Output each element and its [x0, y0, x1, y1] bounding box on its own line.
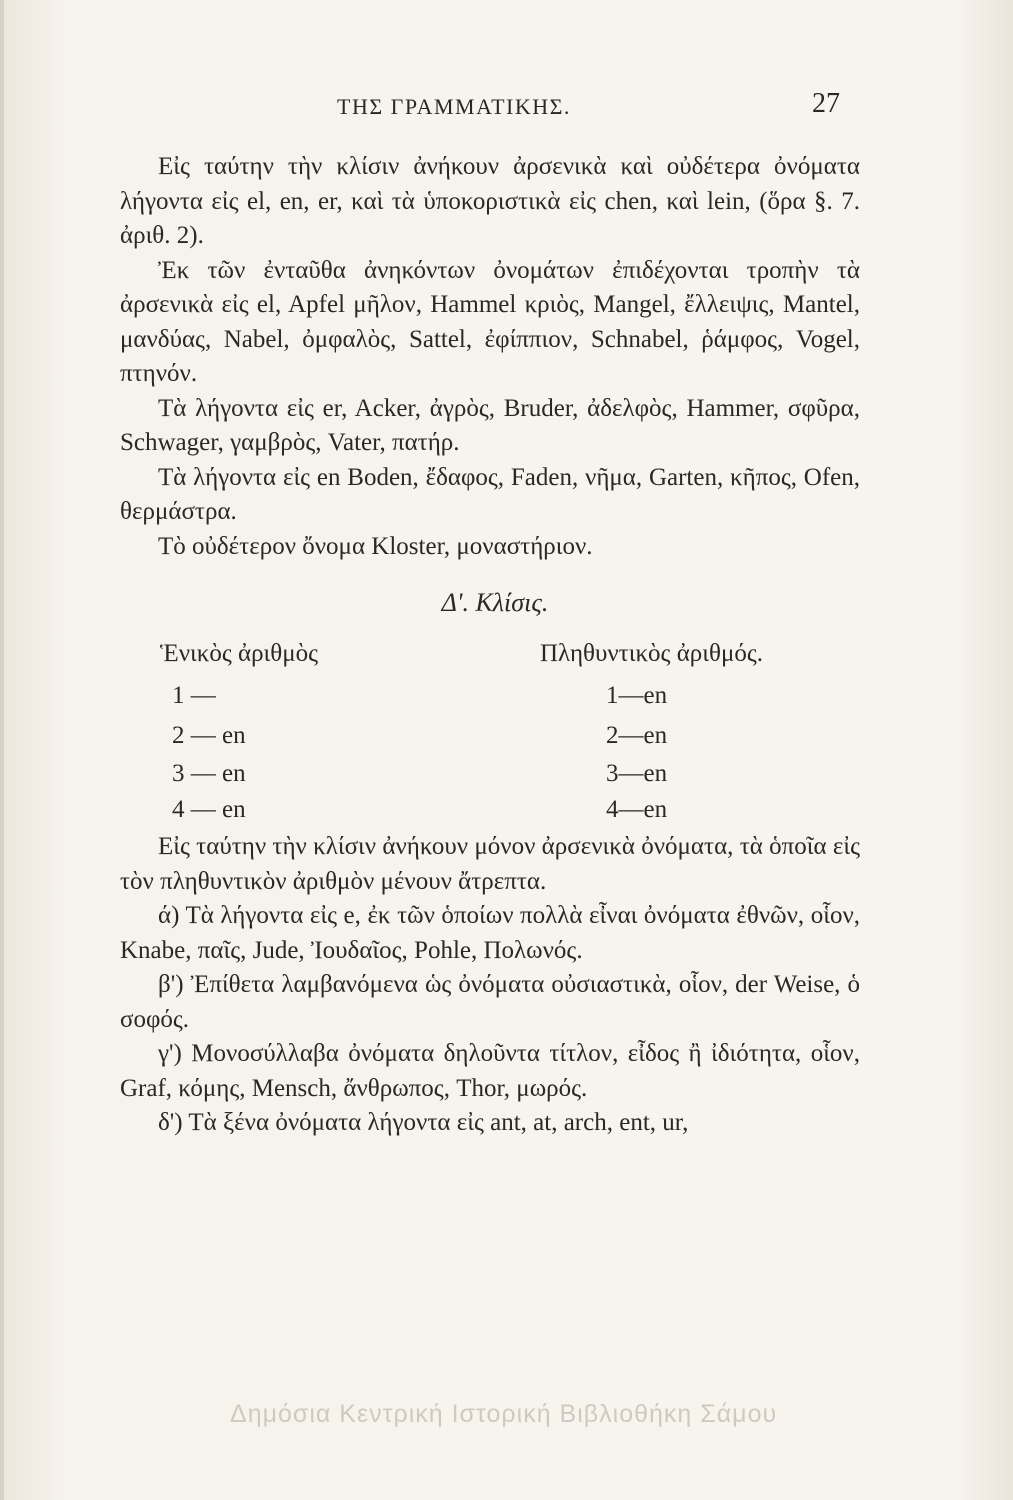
paragraph: Εἰς ταύτην τὴν κλίσιν ἀνήκουν ἀρσενικὰ καὶ οὐδέτερα ὀνόματα λήγοντα εἰς el, en, er, καὶ τὰ ὑποκοριστικὰ εἰς chen, καὶ lein, (ὅρα §. 7. ἀριθ. 2).: [120, 153, 860, 249]
paragraph: β') Ἐπίθετα λαμβανόμενα ὡς ὀνόματα οὐσιαστικὰ, οἷον, der Weise, ὁ σοφός.: [120, 971, 860, 1033]
paragraph: ά) Τὰ λήγοντα εἰς e, ἐκ τῶν ὁποίων πολλὰ εἶναι ὀνόματα ἐθνῶν, οἷον, Knabe, παῖς, Jude, Ἰουδαῖος, Pohle, Πολωνός.: [120, 902, 860, 964]
singular-cell: 3 — en: [172, 760, 246, 787]
library-watermark: Δημόσια Κεντρική Ιστορική Βιβλιοθήκη Σάμου: [230, 1400, 778, 1428]
section-heading: Δ'. Κλίσις.: [441, 588, 549, 617]
paragraph: Εἰς ταύτην τὴν κλίσιν ἀνήκουν μόνον ἀρσενικὰ ὀνόματα, τὰ ὁποῖα εἰς τὸν πληθυντικὸν ἀριθμὸν μένουν ἄτρεπτα.: [120, 833, 860, 895]
body-text: [120, 150, 860, 1141]
paragraph: γ') Μονοσύλλαβα ὀνόματα δηλοῦντα τίτλον, εἶδος ἢ ἰδιότητα, οἷον, Graf, κόμης, Mensch, ἄνθρωπος, Thor, μωρός.: [120, 1040, 860, 1102]
paragraph: Τὰ λήγοντα εἰς er, Acker, ἀγρὸς, Bruder, ἀδελφὸς, Hammer, σφῦρα, Schwager, γαμβρὸς, Vater, πατήρ.: [120, 394, 860, 456]
page-number: 27: [812, 88, 840, 119]
plural-header: Πληθυντικὸς ἀριθμός.: [540, 640, 764, 667]
plural-cell: 2—en: [606, 722, 668, 749]
declension-table: [120, 640, 860, 830]
plural-cell: 3—en: [606, 760, 668, 787]
running-head: ΤΗΣ ΓΡΑΜΜΑΤΙΚΗΣ.: [337, 94, 571, 119]
singular-cell: 4 — en: [172, 796, 246, 823]
plural-cell: 4—en: [606, 796, 668, 823]
singular-header: Ἑνικὸς ἀριθμὸς: [160, 640, 319, 667]
paragraph: Ἐκ τῶν ἐνταῦθα ἀνηκόντων ὀνομάτων ἐπιδέχονται τροπὴν τὰ ἀρσενικὰ εἰς el, Apfel μῆλον, Hammel κριὸς, Mangel, ἔλλειψις, Mantel, μανδύας, Nabel, ὀμφαλὸς, Sattel, ἐφίππιον, Schnabel, ῥάμφος, Vogel, πτηνόν.: [120, 256, 860, 387]
paragraph: Τὰ λήγοντα εἰς en Boden, ἔδαφος, Faden, νῆμα, Garten, κῆπος, Ofen, θερμάστρα.: [120, 463, 860, 525]
paragraph: δ') Τὰ ξένα ὀνόματα λήγοντα εἰς ant, at, arch, ent, ur,: [158, 1109, 689, 1136]
singular-cell: 1 —: [172, 682, 216, 709]
page-header: [0, 88, 1013, 132]
plural-cell: 1—en: [606, 682, 668, 709]
singular-cell: 2 — en: [172, 722, 246, 749]
paragraph: Τὸ οὐδέτερον ὄνομα Kloster, μοναστήριον.: [158, 532, 593, 560]
page-edge: [0, 0, 4, 1500]
